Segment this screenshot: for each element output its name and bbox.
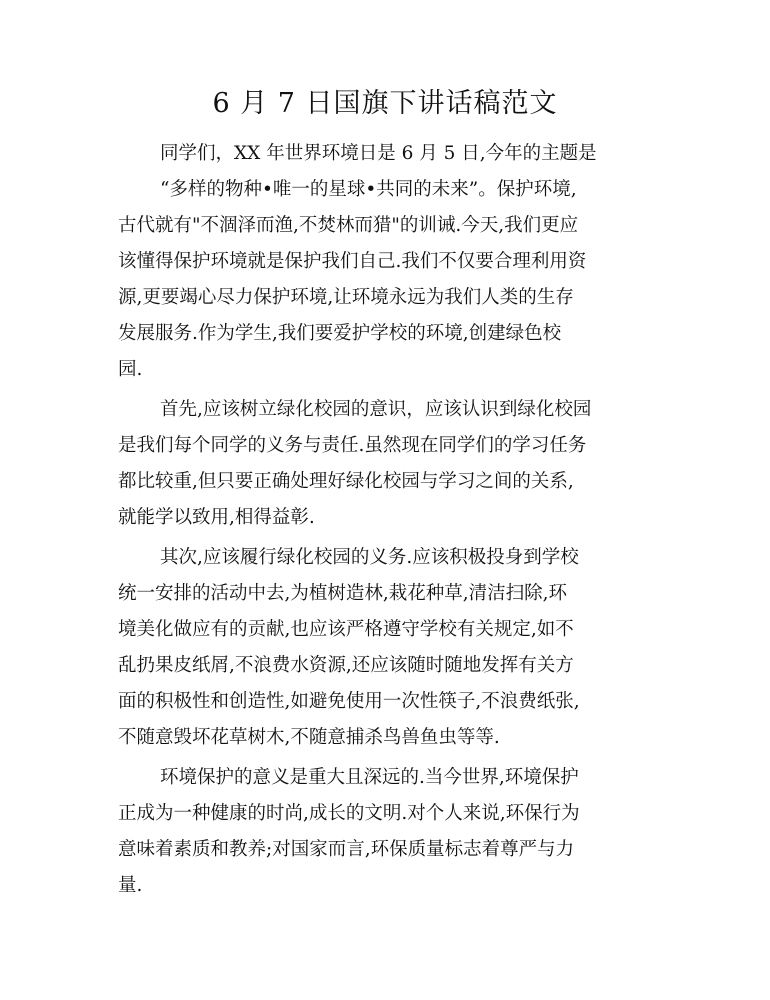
paragraph-3-line-1: 其次,应该履行绿化校园的义务.应该积极投身到学校 [160, 547, 579, 568]
paragraph-4-line-3: 意味着素质和教养;对国家而言,环保质量标志着尊严与力 [118, 839, 575, 860]
paragraph-1-line-5: 源,更要竭心尽力保护环境,让环境永远为我们人类的生存 [118, 287, 574, 308]
paragraph-2-line-1: 首先,应该树立绿化校园的意识，应该认识到绿化校园 [160, 399, 592, 420]
paragraph-4-line-4: 量. [118, 875, 143, 896]
paragraph-1-line-1: 同学们，XX 年世界环境日是 6 月 5 日,今年的主题是 [160, 143, 597, 164]
paragraph-4-line-2: 正成为一种健康的时尚,成长的文明.对个人来说,环保行为 [118, 803, 580, 824]
paragraph-1-line-4: 该懂得保护环境就是保护我们自己.我们不仅要合理利用资 [118, 251, 587, 272]
paragraph-2-line-4: 就能学以致用,相得益彰. [118, 507, 315, 528]
paragraph-1-line-7: 园. [118, 359, 143, 380]
paragraph-4-line-1: 环境保护的意义是重大且深远的.当今世界,环境保护 [160, 767, 579, 788]
paragraph-3-line-5: 面的积极性和创造性,如避免使用一次性筷子,不浪费纸张, [118, 691, 580, 712]
paragraph-2-line-3: 都比较重,但只要正确处理好绿化校园与学习之间的关系, [118, 471, 574, 492]
document-title: 6 月 7 日国旗下讲话稿范文 [212, 88, 558, 119]
paragraph-1-line-2: “多样的物种•唯一的星球•共同的未来”。保护环境, [160, 179, 577, 200]
paragraph-3-line-3: 境美化做应有的贡献,也应该严格遵守学校有关规定,如不 [118, 619, 574, 640]
paragraph-3-line-2: 统一安排的活动中去,为植树造林,栽花种草,清洁扫除,环 [118, 583, 568, 604]
paragraph-3-line-4: 乱扔果皮纸屑,不浪费水资源,还应该随时随地发挥有关方 [118, 655, 574, 676]
paragraph-1-line-3: 古代就有"不涸泽而渔,不焚林而猎"的训诫.今天,我们更应 [118, 215, 579, 236]
paragraph-3-line-6: 不随意毁坏花草树木,不随意捕杀鸟兽鱼虫等等. [118, 727, 500, 748]
paragraph-1-line-6: 发展服务.作为学生,我们要爱护学校的环境,创建绿色校 [118, 323, 562, 344]
paragraph-2-line-2: 是我们每个同学的义务与责任.虽然现在同学们的学习任务 [118, 435, 587, 456]
